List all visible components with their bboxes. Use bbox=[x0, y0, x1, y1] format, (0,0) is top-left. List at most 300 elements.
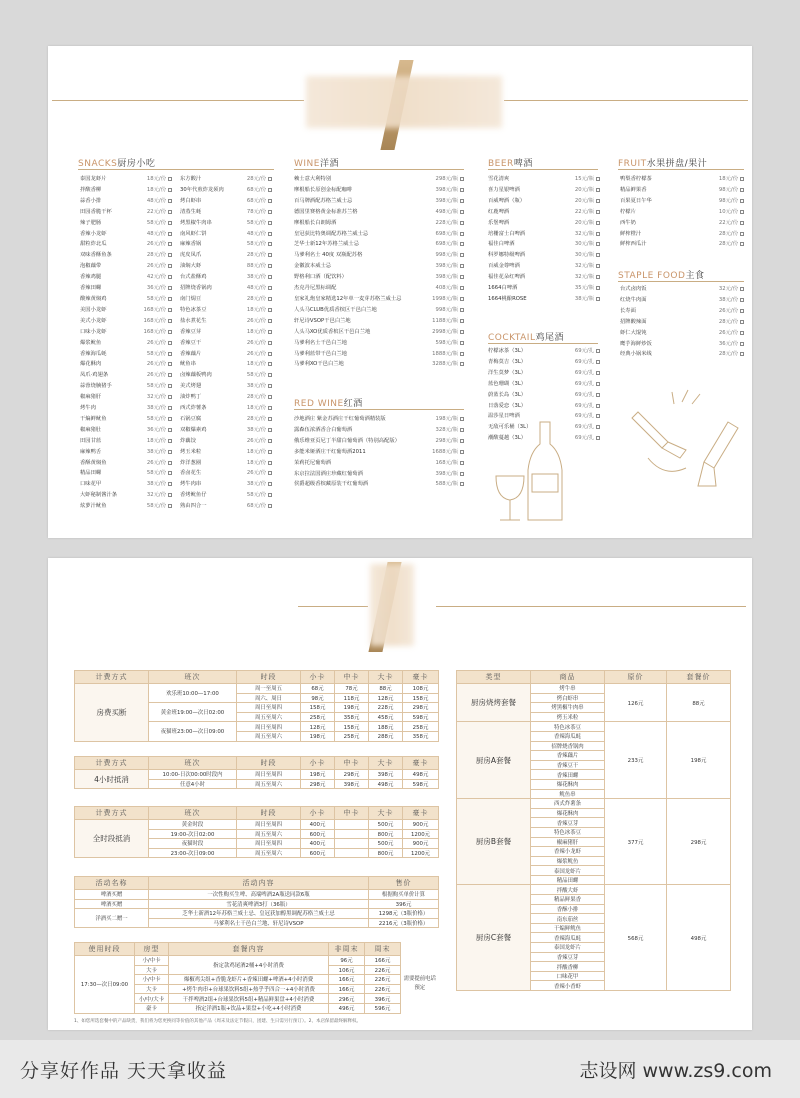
list-item bbox=[80, 436, 172, 447]
order-checkbox[interactable] bbox=[460, 221, 464, 225]
order-checkbox[interactable] bbox=[268, 330, 272, 334]
header-cell: 大卡 bbox=[369, 757, 403, 770]
list-item bbox=[488, 185, 600, 196]
order-checkbox[interactable] bbox=[168, 450, 172, 454]
item-price: 498元/瓶 bbox=[435, 208, 458, 215]
side-note-cell: 需要提前电话预定 bbox=[403, 976, 436, 992]
order-checkbox[interactable] bbox=[168, 275, 172, 279]
item-price: 69元/扎 bbox=[574, 369, 594, 376]
set-item: 香辣豆芽 bbox=[531, 952, 605, 962]
order-checkbox[interactable] bbox=[168, 461, 172, 465]
item-price: 32元/瓶 bbox=[574, 230, 594, 237]
order-checkbox[interactable] bbox=[740, 342, 744, 346]
order-checkbox[interactable] bbox=[168, 362, 172, 366]
list-item bbox=[488, 379, 600, 390]
order-checkbox[interactable] bbox=[740, 232, 744, 236]
order-checkbox[interactable] bbox=[168, 210, 172, 214]
order-checkbox[interactable] bbox=[740, 242, 744, 246]
order-checkbox[interactable] bbox=[460, 472, 464, 476]
list-item bbox=[294, 414, 464, 425]
item-name: 鸭梨香柠檬茶 bbox=[620, 176, 652, 182]
order-checkbox[interactable] bbox=[460, 286, 464, 290]
promo-price: 根据购买单价计算 bbox=[369, 890, 439, 900]
watermark-left: 分享好作品 天天拿收益 bbox=[20, 1059, 228, 1082]
order-checkbox[interactable] bbox=[740, 298, 744, 302]
item-price: 88元/份 bbox=[246, 263, 266, 270]
item-name: 酸辣黄焖鸡 bbox=[80, 295, 107, 302]
order-checkbox[interactable] bbox=[460, 352, 464, 356]
item-price: 698元/瓶 bbox=[435, 241, 458, 248]
order-checkbox[interactable] bbox=[268, 308, 272, 312]
order-checkbox[interactable] bbox=[740, 221, 744, 225]
item-name: 柠檬冰茶（3L） bbox=[488, 348, 527, 354]
order-checkbox[interactable] bbox=[168, 352, 172, 356]
order-checkbox[interactable] bbox=[268, 395, 272, 399]
order-checkbox[interactable] bbox=[168, 373, 172, 377]
item-name: 油炸鸭丁 bbox=[180, 394, 202, 401]
order-checkbox[interactable] bbox=[596, 414, 600, 418]
order-checkbox[interactable] bbox=[168, 330, 172, 334]
order-checkbox[interactable] bbox=[460, 319, 464, 323]
item-name: 金徽波本威士忌 bbox=[294, 263, 332, 270]
item-name: 杰克丹尼黑标调配 bbox=[294, 285, 337, 292]
order-checkbox[interactable] bbox=[168, 482, 172, 486]
item-price: 58元/份 bbox=[246, 241, 266, 248]
item-name: 炸藕饺 bbox=[180, 437, 196, 444]
header-cell: 房型 bbox=[135, 943, 169, 956]
order-checkbox[interactable] bbox=[168, 221, 172, 225]
order-checkbox[interactable] bbox=[268, 352, 272, 356]
order-checkbox[interactable] bbox=[460, 264, 464, 268]
item-price: 38元/份 bbox=[246, 426, 266, 433]
item-name: 凤爪·鸡翅条 bbox=[80, 372, 109, 379]
item-price: 18元/份 bbox=[246, 306, 266, 313]
list-item bbox=[294, 218, 464, 229]
empty-cell bbox=[335, 839, 369, 849]
item-name: 双味香酥鱼条 bbox=[80, 252, 112, 259]
order-checkbox[interactable] bbox=[268, 493, 272, 497]
set-item: 干煸鲜鱿鱼 bbox=[531, 923, 605, 933]
table-row bbox=[75, 820, 439, 830]
list-item bbox=[488, 207, 600, 218]
order-checkbox[interactable] bbox=[268, 242, 272, 246]
order-checkbox[interactable] bbox=[460, 330, 464, 334]
order-checkbox[interactable] bbox=[596, 210, 600, 214]
order-checkbox[interactable] bbox=[596, 393, 600, 397]
promo-name: 啤酒买赠 bbox=[75, 899, 149, 909]
list-item bbox=[180, 261, 272, 272]
order-checkbox[interactable] bbox=[596, 232, 600, 236]
order-checkbox[interactable] bbox=[596, 349, 600, 353]
order-checkbox[interactable] bbox=[168, 253, 172, 257]
item-name: 烤白虾串 bbox=[180, 197, 202, 204]
order-checkbox[interactable] bbox=[460, 199, 464, 203]
list-item bbox=[620, 328, 744, 339]
item-name: 福佳花朵红啤酒 bbox=[488, 274, 526, 281]
item-price: 28元/份 bbox=[718, 351, 738, 358]
order-checkbox[interactable] bbox=[268, 297, 272, 301]
item-price: 58元/份 bbox=[146, 295, 166, 302]
order-checkbox[interactable] bbox=[596, 221, 600, 225]
list-item bbox=[488, 239, 600, 250]
item-name: 香烤鱿鱼仔 bbox=[180, 492, 207, 499]
order-checkbox[interactable] bbox=[740, 287, 744, 291]
table-cell: 498元 bbox=[369, 779, 403, 789]
item-price: 18元/份 bbox=[246, 361, 266, 368]
list-item bbox=[80, 174, 172, 185]
item-name: 福佳白啤酒 bbox=[488, 241, 515, 248]
content-cell: 爆椒鸡尖组+香脆龙虾片+香辣田螺+啤酒+4小时消费 bbox=[169, 975, 329, 985]
order-checkbox[interactable] bbox=[460, 341, 464, 345]
order-checkbox[interactable] bbox=[268, 428, 272, 432]
item-name: 百果夏日午华 bbox=[620, 197, 652, 204]
order-checkbox[interactable] bbox=[168, 384, 172, 388]
order-checkbox[interactable] bbox=[168, 471, 172, 475]
set-item: 鱿鱼串 bbox=[531, 789, 605, 799]
order-checkbox[interactable] bbox=[268, 461, 272, 465]
list-item bbox=[620, 207, 744, 218]
item-price: 18元/份 bbox=[246, 328, 266, 335]
set-item: 爆花酥肉 bbox=[531, 779, 605, 789]
room-cell: 小/中/大卡 bbox=[135, 994, 169, 1004]
order-checkbox[interactable] bbox=[460, 428, 464, 432]
item-name: 油焖大虾 bbox=[180, 263, 202, 270]
order-checkbox[interactable] bbox=[168, 406, 172, 410]
order-checkbox[interactable] bbox=[740, 309, 744, 313]
item-name: 马爹利蓝带干邑白兰地 bbox=[294, 350, 347, 357]
item-name: 柠檬片 bbox=[620, 208, 636, 215]
shift-cell: 黄金班19:00—次日02:00 bbox=[149, 703, 237, 722]
item-name: 鲜榨西瓜汁 bbox=[620, 241, 647, 248]
order-checkbox[interactable] bbox=[268, 199, 272, 203]
staple-list bbox=[620, 284, 744, 360]
table-cell: 228元 bbox=[369, 703, 403, 713]
order-checkbox[interactable] bbox=[168, 308, 172, 312]
item-price: 22元/份 bbox=[718, 219, 738, 226]
item-price: 18元/份 bbox=[146, 186, 166, 193]
item-price: 18元/份 bbox=[246, 448, 266, 455]
table-cell: 900元 bbox=[403, 839, 439, 849]
set-price: 298元 bbox=[667, 799, 731, 885]
order-checkbox[interactable] bbox=[460, 232, 464, 236]
row-label: 房费买断 bbox=[75, 684, 149, 742]
order-checkbox[interactable] bbox=[268, 471, 272, 475]
header-cell: 中卡 bbox=[335, 807, 369, 820]
order-checkbox[interactable] bbox=[460, 450, 464, 454]
item-price: 42元/份 bbox=[146, 274, 166, 281]
set-price: 498元 bbox=[667, 885, 731, 991]
order-checkbox[interactable] bbox=[268, 362, 272, 366]
item-name: 椒麻猪肚 bbox=[80, 426, 102, 433]
fruit-title: FRUIT水果拼盘/果汁 bbox=[618, 159, 708, 169]
order-checkbox[interactable] bbox=[268, 384, 272, 388]
table-cell: 198元 bbox=[335, 703, 369, 713]
item-price: 26元/份 bbox=[246, 317, 266, 324]
list-item bbox=[294, 305, 464, 316]
item-name: 田园甘蓝 bbox=[80, 437, 102, 444]
order-checkbox[interactable] bbox=[268, 275, 272, 279]
item-price: 98元/份 bbox=[718, 197, 738, 204]
item-name: 口味花甲 bbox=[80, 481, 102, 488]
cocktail-title: COCKTAIL鸡尾酒 bbox=[488, 333, 564, 343]
list-item bbox=[488, 250, 600, 261]
weekend-cell: 226元 bbox=[365, 965, 401, 975]
list-item bbox=[294, 458, 464, 469]
order-checkbox[interactable] bbox=[596, 177, 600, 181]
promo-content: 雪花清爽啤酒3打（36瓶） bbox=[149, 899, 369, 909]
order-checkbox[interactable] bbox=[268, 406, 272, 410]
order-checkbox[interactable] bbox=[168, 504, 172, 508]
header-cell: 套餐价 bbox=[667, 671, 731, 684]
item-price: 38元/份 bbox=[146, 405, 166, 412]
item-price: 328元/瓶 bbox=[435, 426, 458, 433]
item-price: 15元/瓶 bbox=[574, 176, 594, 182]
item-name: 台式卤肉饭 bbox=[620, 286, 647, 292]
order-checkbox[interactable] bbox=[268, 319, 272, 323]
order-checkbox[interactable] bbox=[460, 242, 464, 246]
list-item bbox=[294, 436, 464, 447]
order-checkbox[interactable] bbox=[168, 264, 172, 268]
snacks-list-1 bbox=[80, 174, 172, 512]
list-item bbox=[80, 250, 172, 261]
order-checkbox[interactable] bbox=[168, 188, 172, 192]
item-name: 麻辣鸭舌 bbox=[80, 448, 102, 455]
order-checkbox[interactable] bbox=[268, 232, 272, 236]
table-cell: 周五至周六 bbox=[237, 712, 301, 722]
order-checkbox[interactable] bbox=[168, 428, 172, 432]
item-name: 潮酸蔓越（3L） bbox=[488, 435, 527, 442]
item-price: 26元/份 bbox=[246, 470, 266, 477]
order-checkbox[interactable] bbox=[460, 297, 464, 301]
order-checkbox[interactable] bbox=[460, 308, 464, 312]
table-cell: 周五至周六 bbox=[237, 731, 301, 741]
item-price: 28元/份 bbox=[246, 176, 266, 182]
order-checkbox[interactable] bbox=[740, 352, 744, 356]
item-name: 多能米娅酒庄干红葡萄酒2011 bbox=[294, 448, 366, 455]
item-name: 爆浆鱿鱼 bbox=[80, 339, 102, 346]
order-checkbox[interactable] bbox=[268, 341, 272, 345]
table-cell: 400元 bbox=[301, 839, 335, 849]
order-checkbox[interactable] bbox=[740, 177, 744, 181]
set-item: 招牌烧香锅肉 bbox=[531, 741, 605, 751]
order-checkbox[interactable] bbox=[168, 417, 172, 421]
order-checkbox[interactable] bbox=[460, 275, 464, 279]
list-item bbox=[80, 207, 172, 218]
list-item bbox=[620, 196, 744, 207]
item-name: 蒜香小排 bbox=[80, 197, 102, 204]
order-checkbox[interactable] bbox=[268, 417, 272, 421]
list-item bbox=[620, 239, 744, 250]
order-checkbox[interactable] bbox=[168, 177, 172, 181]
order-checkbox[interactable] bbox=[168, 242, 172, 246]
item-price: 22元/瓶 bbox=[574, 208, 594, 215]
order-checkbox[interactable] bbox=[596, 436, 600, 440]
item-name: 香酥黄焖鱼 bbox=[80, 459, 107, 466]
item-price: 38元/份 bbox=[718, 296, 738, 303]
order-checkbox[interactable] bbox=[168, 493, 172, 497]
item-price: 30元/瓶 bbox=[574, 241, 594, 248]
order-checkbox[interactable] bbox=[460, 362, 464, 366]
table-cell: 598元 bbox=[403, 712, 439, 722]
order-checkbox[interactable] bbox=[596, 286, 600, 290]
order-checkbox[interactable] bbox=[596, 253, 600, 257]
item-price: 38元/份 bbox=[246, 383, 266, 390]
promo-content: 芝华士新酒12年苏格兰威士忌、皇冠获加醇黑调配苏格兰威士忌 bbox=[149, 909, 369, 919]
item-price: 28元/份 bbox=[718, 241, 738, 248]
weekday-cell: 496元 bbox=[329, 1003, 365, 1013]
promo-price: 2216元（3瓶价格） bbox=[369, 918, 439, 928]
order-checkbox[interactable] bbox=[596, 404, 600, 408]
order-checkbox[interactable] bbox=[460, 439, 464, 443]
weekday-cell: 166元 bbox=[329, 975, 365, 985]
order-checkbox[interactable] bbox=[740, 199, 744, 203]
order-checkbox[interactable] bbox=[268, 450, 272, 454]
list-item bbox=[180, 316, 272, 327]
order-checkbox[interactable] bbox=[268, 286, 272, 290]
weekday-cell: 296元 bbox=[329, 994, 365, 1004]
list-item bbox=[294, 283, 464, 294]
item-name: 马爹利名士 40度 双瓶配苏格 bbox=[294, 252, 363, 259]
order-checkbox[interactable] bbox=[740, 210, 744, 214]
order-checkbox[interactable] bbox=[268, 439, 272, 443]
order-checkbox[interactable] bbox=[268, 253, 272, 257]
item-name: 皇冠获比特奥调配苏格兰威士忌 bbox=[294, 230, 369, 237]
order-checkbox[interactable] bbox=[268, 373, 272, 377]
item-price: 30元/瓶 bbox=[574, 252, 594, 259]
item-price: 58元/份 bbox=[146, 219, 166, 226]
table-cell: 358元 bbox=[403, 731, 439, 741]
list-item bbox=[294, 316, 464, 327]
empty-cell bbox=[335, 829, 369, 839]
list-item bbox=[180, 338, 272, 349]
list-item bbox=[294, 338, 464, 349]
order-checkbox[interactable] bbox=[168, 319, 172, 323]
order-checkbox[interactable] bbox=[596, 297, 600, 301]
list-item bbox=[80, 447, 172, 458]
set-item: 拌酸香柳 bbox=[531, 962, 605, 972]
order-checkbox[interactable] bbox=[268, 221, 272, 225]
list-item bbox=[180, 185, 272, 196]
list-item bbox=[180, 392, 272, 403]
order-checkbox[interactable] bbox=[268, 504, 272, 508]
item-name: 蔚蓝长岛（3L） bbox=[488, 391, 527, 398]
order-checkbox[interactable] bbox=[168, 286, 172, 290]
room-cell: 小/中卡 bbox=[135, 975, 169, 985]
item-name: 日落爱恋（3L） bbox=[488, 402, 527, 409]
header-cell: 原价 bbox=[605, 671, 667, 684]
order-checkbox[interactable] bbox=[268, 177, 272, 181]
order-checkbox[interactable] bbox=[596, 382, 600, 386]
order-checkbox[interactable] bbox=[460, 188, 464, 192]
promo-name: 啤酒买赠 bbox=[75, 890, 149, 900]
order-checkbox[interactable] bbox=[596, 275, 600, 279]
order-checkbox[interactable] bbox=[460, 482, 464, 486]
list-item bbox=[488, 401, 600, 412]
shift-cell: 任意4小时 bbox=[149, 779, 237, 789]
item-name: 东京拉法国酒庄珍藏红葡萄酒 bbox=[294, 470, 363, 477]
fruit-underline bbox=[618, 169, 744, 170]
list-item bbox=[488, 196, 600, 207]
header-cell: 时段 bbox=[237, 757, 301, 770]
item-name: 炫萝汁鱿鱼 bbox=[80, 503, 107, 510]
set-type: 厨房B套餐 bbox=[457, 799, 531, 885]
order-checkbox[interactable] bbox=[596, 425, 600, 429]
table-cell: 398元 bbox=[369, 770, 403, 780]
order-checkbox[interactable] bbox=[460, 253, 464, 257]
order-checkbox[interactable] bbox=[268, 482, 272, 486]
header-cell: 周末 bbox=[365, 943, 401, 956]
set-item: 南东茄丝 bbox=[531, 914, 605, 924]
list-item bbox=[80, 381, 172, 392]
list-item bbox=[488, 357, 600, 368]
table-cell: 298元 bbox=[403, 703, 439, 713]
list-item bbox=[294, 229, 464, 240]
order-checkbox[interactable] bbox=[460, 177, 464, 181]
order-checkbox[interactable] bbox=[168, 199, 172, 203]
item-name: 美式小龙虾 bbox=[80, 317, 107, 324]
order-checkbox[interactable] bbox=[596, 188, 600, 192]
item-name: 侯爵超级香槟藏原装干红葡萄酒 bbox=[294, 481, 369, 488]
item-price: 26元/份 bbox=[246, 350, 266, 357]
order-checkbox[interactable] bbox=[740, 320, 744, 324]
set-item: 香辣小龙虾 bbox=[531, 847, 605, 857]
order-checkbox[interactable] bbox=[268, 264, 272, 268]
fruit-list bbox=[620, 174, 744, 250]
blurred-logo bbox=[306, 76, 502, 128]
order-checkbox[interactable] bbox=[596, 242, 600, 246]
set-item: 特色冰茶豆 bbox=[531, 827, 605, 837]
item-price: 26元/份 bbox=[146, 459, 166, 466]
order-checkbox[interactable] bbox=[740, 331, 744, 335]
list-item bbox=[180, 458, 272, 469]
order-checkbox[interactable] bbox=[740, 188, 744, 192]
list-item bbox=[294, 196, 464, 207]
order-checkbox[interactable] bbox=[168, 232, 172, 236]
list-item bbox=[488, 261, 600, 272]
order-checkbox[interactable] bbox=[168, 297, 172, 301]
order-checkbox[interactable] bbox=[168, 341, 172, 345]
order-checkbox[interactable] bbox=[596, 360, 600, 364]
list-item bbox=[294, 327, 464, 338]
set-item: 烤白虾串 bbox=[531, 693, 605, 703]
item-price: 3288元/瓶 bbox=[432, 361, 458, 368]
order-checkbox[interactable] bbox=[168, 395, 172, 399]
table-header-row bbox=[75, 807, 439, 820]
list-item bbox=[180, 403, 272, 414]
item-name: 摩根船长白朗姆酒 bbox=[294, 219, 337, 226]
item-name: 洋生莫梦（3L） bbox=[488, 369, 527, 376]
order-checkbox[interactable] bbox=[596, 371, 600, 375]
order-checkbox[interactable] bbox=[268, 210, 272, 214]
wine-title: WINE洋酒 bbox=[294, 159, 339, 169]
content-cell: +烤牛肉串+台球果饮料5组+热乎乎四合一+4小时消费 bbox=[169, 984, 329, 994]
item-name: 长寿面 bbox=[620, 307, 636, 314]
order-checkbox[interactable] bbox=[460, 417, 464, 421]
order-checkbox[interactable] bbox=[268, 188, 272, 192]
watermark-banner bbox=[0, 1040, 800, 1098]
order-checkbox[interactable] bbox=[460, 210, 464, 214]
header-cell: 计费方式 bbox=[75, 671, 149, 684]
empty-cell bbox=[335, 848, 369, 858]
order-checkbox[interactable] bbox=[596, 199, 600, 203]
table-row bbox=[75, 956, 439, 966]
item-price: 26元/份 bbox=[718, 307, 738, 314]
order-checkbox[interactable] bbox=[168, 439, 172, 443]
table-cell: 98元 bbox=[301, 693, 335, 703]
table-cell: 周六、周日 bbox=[237, 693, 301, 703]
order-checkbox[interactable] bbox=[460, 461, 464, 465]
order-checkbox[interactable] bbox=[596, 264, 600, 268]
